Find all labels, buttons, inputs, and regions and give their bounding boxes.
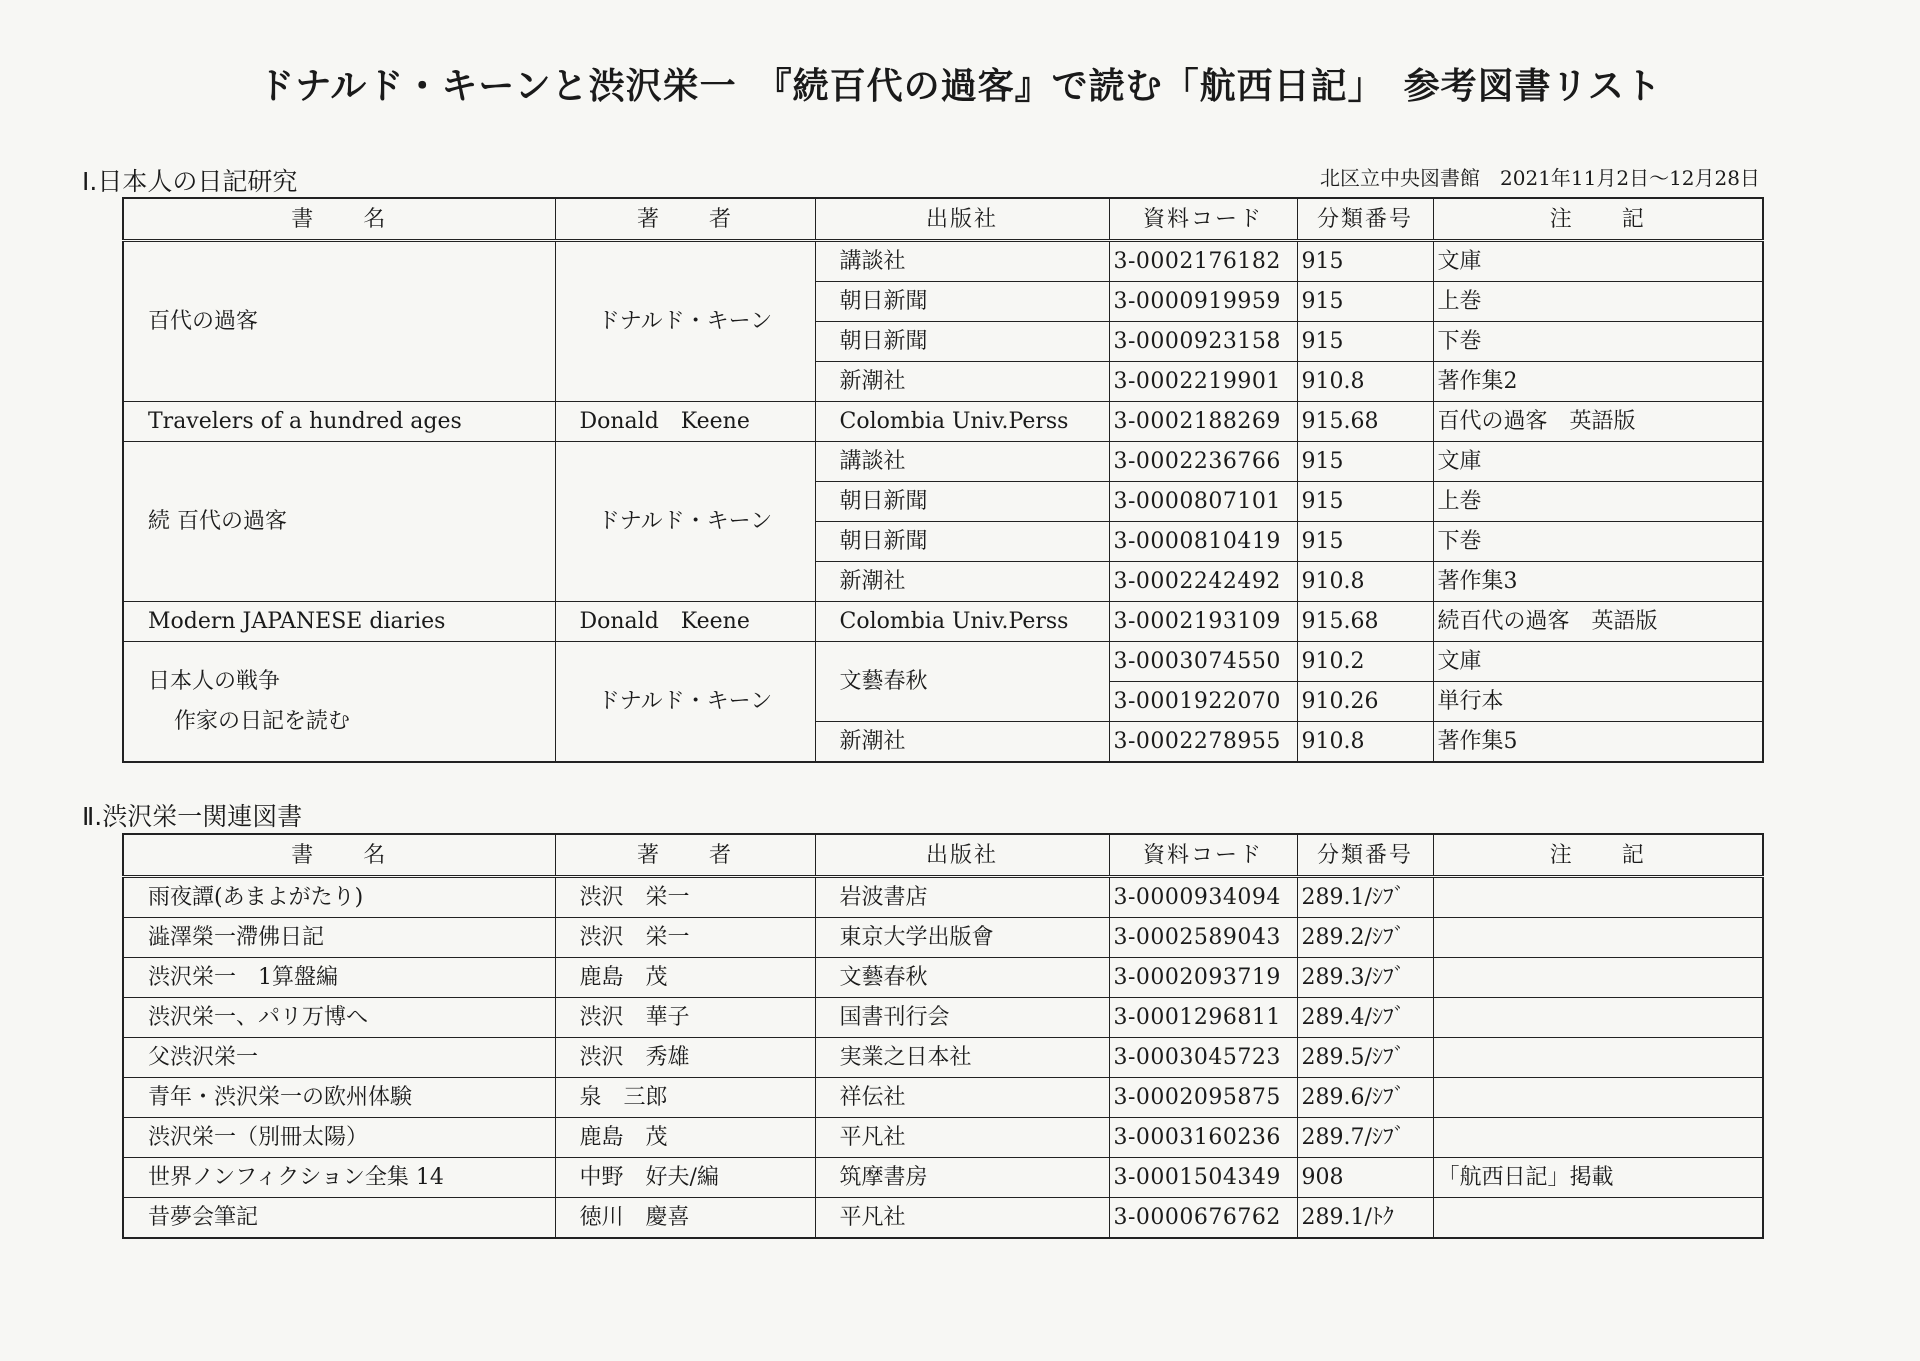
table-row [123,402,1763,442]
book-code: 3-0002219901 [1109,362,1297,402]
header-publisher: 出版社 [815,198,1109,241]
book-title-line1: 日本人の戦争 [148,668,281,694]
page-title: ドナルド・キーンと渋沢栄一 『続百代の過客』で読む「航西日記」 参考図書リスト [258,66,1662,107]
book-publisher: 東京大学出版會 [815,918,1109,958]
table-row [123,241,1763,282]
header-note: 注 記 [1433,834,1763,877]
book-note: 単行本 [1433,682,1763,722]
book-publisher: 朝日新聞 [815,482,1109,522]
book-code: 3-0003074550 [1109,642,1297,682]
table-row [123,918,1763,958]
book-author: 渋沢 栄一 [555,877,815,918]
book-publisher: 講談社 [815,241,1109,282]
book-publisher: Colombia Univ.Perss [815,402,1109,442]
section-heading-shibusawa: Ⅱ.渋沢栄一関連図書 [82,802,303,831]
book-note: 百代の過客 英語版 [1433,402,1763,442]
book-code: 3-0000923158 [1109,322,1297,362]
book-code: 3-0000807101 [1109,482,1297,522]
book-author: ドナルド・キーン [555,442,815,602]
table-row [123,602,1763,642]
book-classification: 289.5/ｼﾌﾞ [1297,1038,1433,1078]
book-note [1433,918,1763,958]
book-publisher: 新潮社 [815,722,1109,763]
book-title: Modern JAPANESE diaries [123,602,555,642]
header-author: 著 者 [555,834,815,877]
book-note: 「航西日記」掲載 [1433,1158,1763,1198]
book-code: 3-0002193109 [1109,602,1297,642]
section-heading-diary-research: Ⅰ.日本人の日記研究 [82,167,298,196]
table-header-row [123,198,1763,241]
book-title: 続 百代の過客 [123,442,555,602]
book-note [1433,998,1763,1038]
book-publisher: 朝日新聞 [815,522,1109,562]
book-code: 3-0000676762 [1109,1198,1297,1239]
book-title: 渋沢栄一、パリ万博へ [123,998,555,1038]
book-code: 3-0002093719 [1109,958,1297,998]
table-row [123,1038,1763,1078]
table-row [123,1198,1763,1239]
book-classification: 289.6/ｼﾌﾞ [1297,1078,1433,1118]
book-note [1433,1118,1763,1158]
book-publisher: 文藝春秋 [815,958,1109,998]
book-author: ドナルド・キーン [555,642,815,763]
header-code: 資料コード [1109,198,1297,241]
book-author: 鹿島 茂 [555,1118,815,1158]
book-title: Travelers of a hundred ages [123,402,555,442]
book-code: 3-0000919959 [1109,282,1297,322]
book-publisher: 朝日新聞 [815,322,1109,362]
book-classification: 289.2/ｼﾌﾞ [1297,918,1433,958]
book-note: 文庫 [1433,642,1763,682]
book-publisher: 祥伝社 [815,1078,1109,1118]
book-note [1433,1038,1763,1078]
book-classification: 915 [1297,482,1433,522]
book-note: 文庫 [1433,442,1763,482]
book-code: 3-0002278955 [1109,722,1297,763]
book-publisher: 新潮社 [815,562,1109,602]
book-title: 青年・渋沢栄一の欧州体験 [123,1078,555,1118]
book-author: 渋沢 華子 [555,998,815,1038]
book-author: 中野 好夫/編 [555,1158,815,1198]
book-publisher: 文藝春秋 [815,642,1109,722]
header-author: 著 者 [555,198,815,241]
book-classification: 910.8 [1297,722,1433,763]
book-code: 3-0003160236 [1109,1118,1297,1158]
book-title: 百代の過客 [123,241,555,402]
table-row [123,642,1763,682]
table-header-row [123,834,1763,877]
book-code: 3-0002188269 [1109,402,1297,442]
book-classification: 915 [1297,522,1433,562]
book-code: 3-0001504349 [1109,1158,1297,1198]
header-code: 資料コード [1109,834,1297,877]
book-note: 続百代の過客 英語版 [1433,602,1763,642]
book-title-line2: 作家の日記を読む [174,708,351,734]
book-classification: 910.26 [1297,682,1433,722]
header-title: 書 名 [123,198,555,241]
book-classification: 289.1/ﾄｸ [1297,1198,1433,1239]
table-row [123,877,1763,918]
header-classification: 分類番号 [1297,834,1433,877]
table-row [123,1118,1763,1158]
book-publisher: 岩波書店 [815,877,1109,918]
book-publisher: 筑摩書房 [815,1158,1109,1198]
book-author: Donald Keene [555,602,815,642]
book-code: 3-0002242492 [1109,562,1297,602]
book-code: 3-0000934094 [1109,877,1297,918]
book-note: 下巻 [1433,522,1763,562]
book-note [1433,1078,1763,1118]
book-title: 澁澤榮一滯佛日記 [123,918,555,958]
book-publisher: 新潮社 [815,362,1109,402]
book-note: 著作集3 [1433,562,1763,602]
header-publisher: 出版社 [815,834,1109,877]
book-note: 上巻 [1433,482,1763,522]
book-publisher: 国書刊行会 [815,998,1109,1038]
book-author: ドナルド・キーン [555,241,815,402]
book-author: 徳川 慶喜 [555,1198,815,1239]
header-classification: 分類番号 [1297,198,1433,241]
header-note: 注 記 [1433,198,1763,241]
book-author: Donald Keene [555,402,815,442]
book-classification: 908 [1297,1158,1433,1198]
book-code: 3-0002176182 [1109,241,1297,282]
book-author: 鹿島 茂 [555,958,815,998]
book-publisher: 平凡社 [815,1198,1109,1239]
book-title [123,642,555,763]
book-classification: 289.4/ｼﾌﾞ [1297,998,1433,1038]
book-note: 上巻 [1433,282,1763,322]
table-row [123,1158,1763,1198]
book-publisher: 平凡社 [815,1118,1109,1158]
library-info: 北区立中央図書館 2021年11月2日～12月28日 [1320,166,1760,190]
book-author: 渋沢 秀雄 [555,1038,815,1078]
book-publisher: 朝日新聞 [815,282,1109,322]
book-author: 渋沢 栄一 [555,918,815,958]
book-note [1433,877,1763,918]
book-publisher: 実業之日本社 [815,1038,1109,1078]
book-code: 3-0003045723 [1109,1038,1297,1078]
book-author: 泉 三郎 [555,1078,815,1118]
header-title: 書 名 [123,834,555,877]
book-classification: 915 [1297,442,1433,482]
book-code: 3-0002589043 [1109,918,1297,958]
book-note [1433,958,1763,998]
book-classification: 289.3/ｼﾌﾞ [1297,958,1433,998]
book-code: 3-0001922070 [1109,682,1297,722]
book-classification: 289.1/ｼﾌﾞ [1297,877,1433,918]
book-code: 3-0002095875 [1109,1078,1297,1118]
book-classification: 910.2 [1297,642,1433,682]
table-row [123,958,1763,998]
book-title: 昔夢会筆記 [123,1198,555,1239]
book-code: 3-0001296811 [1109,998,1297,1038]
table-row [123,1078,1763,1118]
book-classification: 915 [1297,282,1433,322]
book-classification: 915 [1297,241,1433,282]
book-classification: 915 [1297,322,1433,362]
book-title: 渋沢栄一（別冊太陽） [123,1118,555,1158]
book-publisher: Colombia Univ.Perss [815,602,1109,642]
diary-research-table [122,197,1764,763]
book-classification: 910.8 [1297,562,1433,602]
book-classification: 910.8 [1297,362,1433,402]
book-publisher: 講談社 [815,442,1109,482]
book-classification: 915.68 [1297,402,1433,442]
book-title: 父渋沢栄一 [123,1038,555,1078]
shibusawa-books-table [122,833,1764,1239]
table-row [123,998,1763,1038]
table-row [123,442,1763,482]
book-title: 雨夜譚(あまよがたり) [123,877,555,918]
book-title: 世界ノンフィクション全集 14 [123,1158,555,1198]
book-note: 下巻 [1433,322,1763,362]
book-note: 文庫 [1433,241,1763,282]
book-classification: 289.7/ｼﾌﾞ [1297,1118,1433,1158]
book-classification: 915.68 [1297,602,1433,642]
book-code: 3-0000810419 [1109,522,1297,562]
book-note [1433,1198,1763,1239]
book-title: 渋沢栄一 1算盤編 [123,958,555,998]
book-code: 3-0002236766 [1109,442,1297,482]
book-note: 著作集5 [1433,722,1763,763]
book-note: 著作集2 [1433,362,1763,402]
